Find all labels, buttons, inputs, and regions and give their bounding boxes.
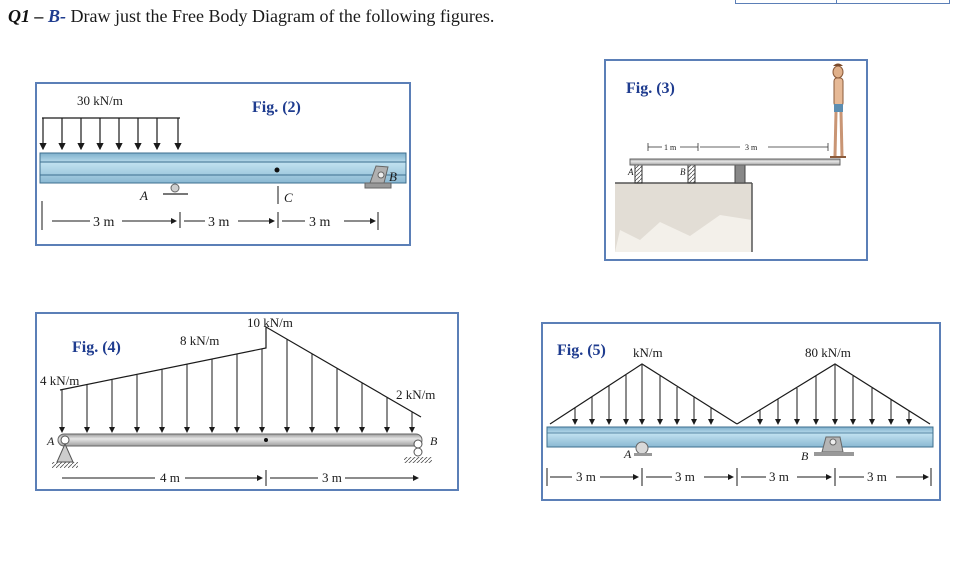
figure-2: [36, 83, 410, 245]
fig2-point-b: B: [389, 169, 397, 184]
fig4-dimension-line: [62, 470, 418, 486]
fig4-span-1: 4 m: [160, 470, 180, 485]
fig5-load-right: 80 kN/m: [805, 345, 851, 360]
fig2-load-arrows: [43, 118, 178, 149]
fig3-point-b: B: [680, 167, 686, 177]
fig5-span-4: 3 m: [867, 469, 887, 484]
question-part: B-: [48, 6, 66, 26]
fig3-diver-figure: [830, 64, 846, 158]
fig2-span-1: 3 m: [93, 215, 115, 230]
fig5-span-3: 3 m: [769, 469, 789, 484]
question-number: Q1 –: [8, 6, 44, 26]
fig4-span-2: 3 m: [322, 470, 342, 485]
fig5-title: Fig. (5): [557, 342, 606, 359]
fig4-point-b: B: [430, 434, 438, 448]
fig2-load-label: 30 kN/m: [77, 93, 123, 108]
fig5-load-left: kN/m: [633, 345, 663, 360]
fig4-beam: [58, 434, 422, 446]
fig2-beam: [40, 153, 406, 183]
question-text: Draw just the Free Body Diagram of the following figures.: [70, 6, 495, 26]
fig3-dim-1: 1 m: [664, 143, 677, 152]
fig3-bracket: [735, 165, 745, 183]
figure-5: [542, 323, 940, 500]
fig5-span-1: 3 m: [576, 469, 596, 484]
fig4-load-right: 2 kN/m: [396, 387, 436, 402]
figure-4: [36, 313, 458, 490]
fig5-beam: [547, 427, 933, 447]
fig5-load-left-outline: [550, 364, 737, 424]
fig2-span-2: 3 m: [208, 215, 230, 230]
fig2-span-3: 3 m: [309, 215, 331, 230]
fig4-point-a: A: [47, 434, 55, 448]
figure-3: [605, 60, 867, 260]
fig2-center-dot: [275, 168, 280, 173]
fig2-point-a: A: [140, 188, 148, 203]
fig2-support-a: [163, 184, 188, 194]
fig4-title: Fig. (4): [72, 339, 121, 356]
fig4-load-peak: 10 kN/m: [247, 315, 293, 330]
fig3-point-a: A: [628, 167, 634, 177]
fig5-span-2: 3 m: [675, 469, 695, 484]
fig3-title: Fig. (3): [626, 80, 675, 97]
fig2-title: Fig. (2): [252, 99, 301, 116]
fig3-support-b: [688, 165, 695, 183]
fig3-dim-2: 3 m: [745, 143, 758, 152]
fig3-support-a: [635, 165, 642, 183]
fig5-load-right-outline: [737, 364, 930, 424]
fig5-point-a: A: [624, 447, 632, 461]
fig3-board: [630, 159, 840, 165]
fig2-point-c: C: [284, 190, 293, 205]
fig5-point-b: B: [801, 449, 809, 463]
fig4-load-left: 4 kN/m: [40, 373, 80, 388]
fig5-load-arrows: [575, 365, 909, 424]
fig4-load-mid: 8 kN/m: [180, 333, 220, 348]
